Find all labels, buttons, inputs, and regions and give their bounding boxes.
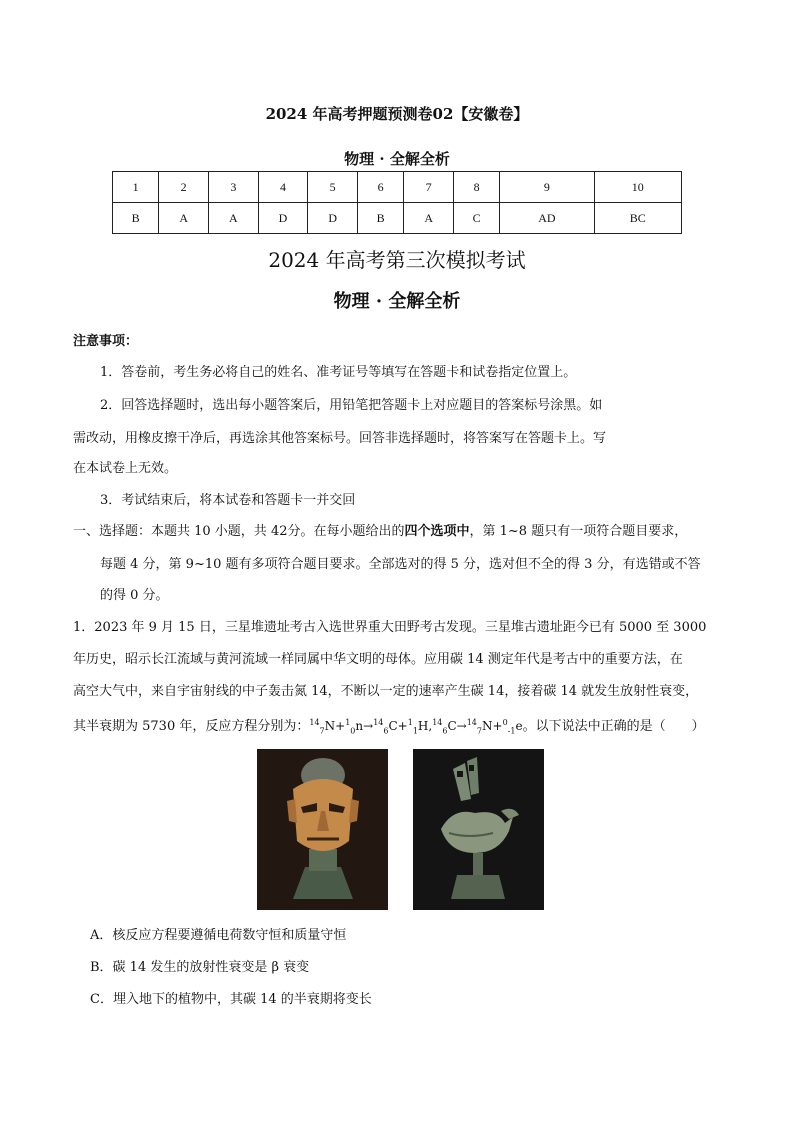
notice-item-3: 3．考试结束后，将本试卷和答题卡一并交回 [100,493,356,508]
nuclear-reaction-equation: $^{14}_7$N+$^1_0$n→$^{14}_6$C+$^1_1$H,$^{14}_6$C→$^{14}_7$N+$^0_{-1}$e [309,718,523,736]
table-cell-number: 1 [113,172,159,203]
table-cell-answer: BC [594,203,681,234]
table-cell-answer: C [453,203,499,234]
table-cell-number: 7 [404,172,454,203]
table-cell-number: 10 [594,172,681,203]
table-cell-number: 9 [500,172,594,203]
option-a: A．核反应方程要遵循电荷数守恒和质量守恒 [90,928,347,943]
question-1-line-4-suffix: 。以下说法中正确的是（ ） [522,719,705,734]
table-cell-number: 8 [453,172,499,203]
notice-heading: 注意事项： [73,334,139,349]
answer-table-answers-row [113,203,682,234]
table-cell-answer: D [308,203,358,234]
question-1-line-3: 高空大气中，来自宇宙射线的中子轰击氮 14，不断以一定的速率产生碳 14，接着碳 14 就发生放射性衰变， [73,684,699,699]
table-cell-answer: A [208,203,258,234]
answer-table [112,171,682,234]
question-1-line-4 [73,715,705,735]
question-1-line-1: 1．2023 年 9 月 15 日，三星堆遗址考古入选世界重大田野考古发现。三星堆古遗址距今已有 5000 至 3000 [73,620,707,635]
notice-item-2-line-2: 需改动，用橡皮擦干净后，再选涂其他答案标号。回答非选择题时，将答案写在答题卡上。写 [73,431,607,446]
notice-item-1: 1．答卷前，考生务必将自己的姓名、准考证号等填写在答题卡和试卷指定位置上。 [100,365,577,380]
table-cell-number: 4 [258,172,308,203]
table-cell-number: 2 [159,172,209,203]
table-cell-answer: AD [500,203,594,234]
header-title: 2024 年高考押题预测卷02【安徽卷】 [265,105,529,123]
section-line-1-bold: 四个选项中 [404,524,470,539]
option-c: C．埋入地下的植物中，其碳 14 的半衰期将变长 [90,992,372,1007]
section-line-1-prefix: 一、选择题：本题共 10 小题，共 42分。在每小题给出的 [73,524,405,539]
table-cell-number: 5 [308,172,358,203]
section-line-1-suffix: ，第 1~8 题只有一项符合题目要求， [469,524,688,539]
table-cell-answer: D [258,203,308,234]
section-line-2: 每题 4 分，第 9~10 题有多项符合题目要求。全部选对的得 5 分，选对但不全的得 3 分，有选错或不答 [100,557,701,572]
exam-subtitle: 物理 · 全解全析 [333,291,461,312]
section-line-3: 的得 0 分。 [100,588,169,603]
answer-table-numbers-row [113,172,682,203]
question-1-line-4-prefix: 其半衰期为 5730 年，反应方程分别为： [73,719,310,734]
table-cell-answer: A [159,203,209,234]
bronze-bird-image [413,749,544,910]
option-b: B．碳 14 发生的放射性衰变是 β 衰变 [90,960,310,975]
table-cell-answer: A [404,203,454,234]
section-line-1 [73,520,687,539]
table-cell-number: 3 [208,172,258,203]
header-subtitle: 物理 · 全解全析 [344,150,450,168]
notice-item-2-line-1: 2．回答选择题时，选出每小题答案后，用铅笔把答题卡上对应题目的答案标号涂黑。如 [100,398,603,413]
notice-item-2-line-3: 在本试卷上无效。 [73,461,178,476]
table-cell-answer: B [113,203,159,234]
question-1-line-2: 年历史，昭示长江流域与黄河流域一样同属中华文明的母体。应用碳 14 测定年代是考古中的重要方法，在 [73,652,683,667]
exam-title: 2024 年高考第三次模拟考试 [268,248,526,272]
bronze-head-gold-mask-image [257,749,388,910]
table-cell-number: 6 [358,172,404,203]
table-cell-answer: B [358,203,404,234]
